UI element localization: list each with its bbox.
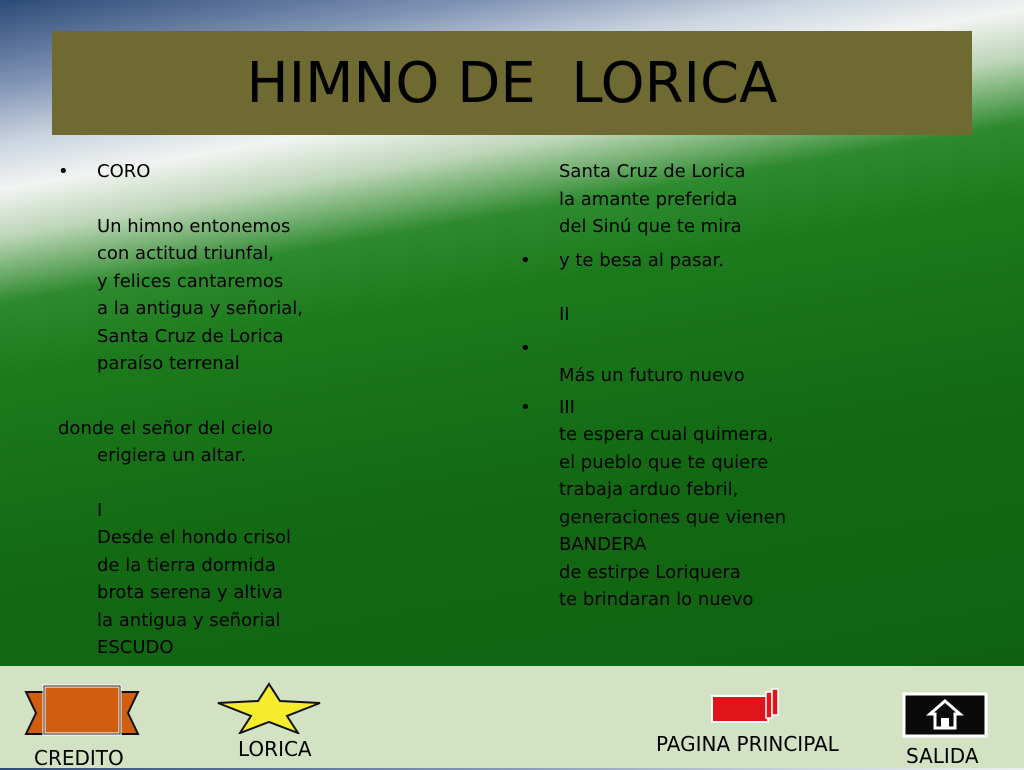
title-bar	[52, 31, 972, 135]
coro-line: Un himno entonemos	[97, 215, 291, 237]
stanza-two-heading: II	[559, 304, 570, 325]
empty-bullet	[520, 335, 940, 363]
coro-line: con actitud triunfal,	[97, 243, 275, 264]
stanza-one-line: de la tierra dormida	[97, 554, 276, 576]
coro-line: paraíso terrenal	[97, 353, 240, 374]
right-line: la amante preferida	[559, 188, 738, 210]
credito-label: CREDITO	[34, 746, 124, 770]
banner-icon	[22, 684, 142, 744]
stanza-three-line: el pueblo que te quiere	[559, 451, 769, 473]
salida-label: SALIDA	[906, 744, 979, 768]
home-icon	[902, 692, 988, 738]
salida-button[interactable]	[900, 692, 1000, 768]
plain-line: donde el señor del cielo	[58, 417, 274, 439]
stanza-three-line: generaciones que vienen	[559, 506, 787, 528]
pagina-principal-button[interactable]	[652, 686, 852, 762]
coro-heading: • CORO	[58, 158, 478, 186]
plain-line: erigiera un altar.	[97, 445, 247, 466]
lorica-label: LORICA	[238, 737, 312, 761]
footer-nav-bar	[0, 666, 1024, 768]
right-line: Santa Cruz de Lorica	[559, 161, 746, 182]
stanza-one-line: la antigua y señorial	[97, 609, 281, 631]
red-flag-icon	[710, 686, 782, 726]
right-line: Más un futuro nuevo	[559, 365, 745, 386]
coro-line: a la antigua y señorial,	[97, 298, 303, 319]
left-lyrics-column	[58, 158, 478, 689]
coro-line: Santa Cruz de Lorica	[97, 325, 284, 347]
coro-line: y felices cantaremos	[97, 270, 284, 292]
stanza-one-line: Desde el hondo crisol	[97, 527, 292, 548]
credito-button[interactable]	[22, 684, 142, 768]
page-title: HIMNO DE LORICA	[246, 50, 778, 116]
stanza-three-line: te espera cual quimera,	[559, 424, 774, 445]
lorica-button[interactable]	[212, 682, 327, 768]
stanza-three-line: BANDERA	[559, 534, 647, 555]
right-lyrics-column	[520, 158, 940, 614]
stanza-three-heading: • III	[520, 394, 940, 422]
stanza-three-line: de estirpe Loriquera	[559, 561, 741, 583]
right-line: del Sinú que te mira	[559, 216, 742, 237]
stanza-one-line: brota serena y altiva	[97, 582, 284, 603]
stanza-one-line: ESCUDO	[97, 637, 174, 658]
stanza-three-line: te brindaran lo nuevo	[559, 589, 754, 610]
stanza-three-line: trabaja arduo febril,	[559, 479, 739, 500]
right-bullet-line: • y te besa al pasar.	[520, 247, 940, 275]
pagina-principal-label: PAGINA PRINCIPAL	[656, 732, 839, 756]
stanza-one-heading: I	[97, 499, 103, 521]
star-icon	[214, 682, 324, 734]
